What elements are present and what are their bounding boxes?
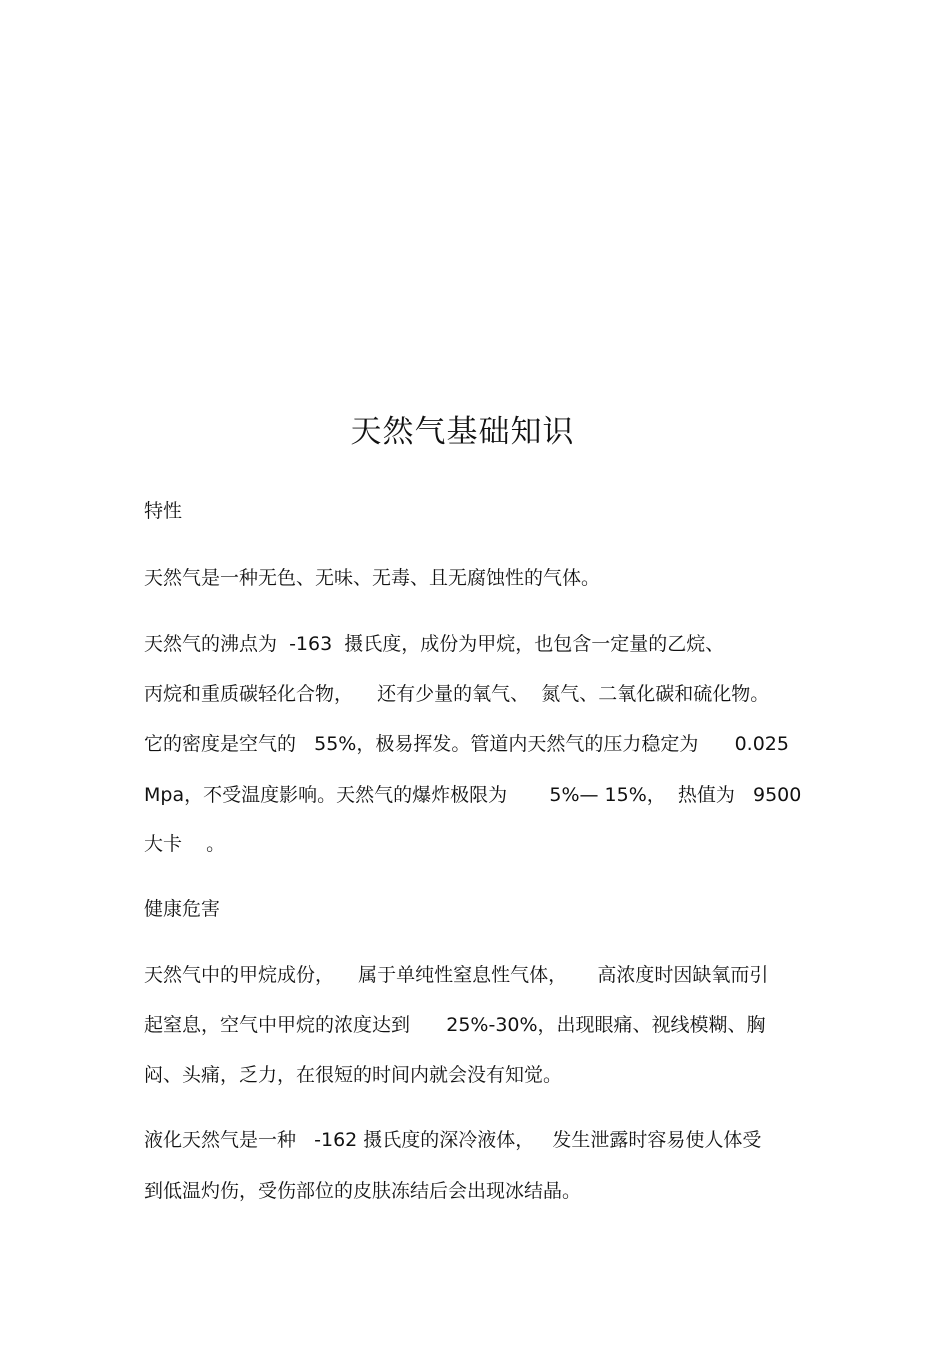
paragraph-line: 大卡 。 xyxy=(144,833,226,855)
paragraph-line: 起窒息，空气中甲烷的浓度达到 25%-30%，出现眼痛、视线模糊、胸 xyxy=(144,1014,766,1036)
paragraph-line: 丙烷和重质碳轻化合物， 还有少量的氧气、 氮气、二氧化碳和硫化物。 xyxy=(144,683,770,705)
paragraph-line: Mpa，不受温度影响。天然气的爆炸极限为 5%— 15%， 热值为 9500 xyxy=(144,784,802,806)
section-heading-properties: 特性 xyxy=(144,500,183,522)
document-title: 天然气基础知识 xyxy=(350,414,575,450)
paragraph-line: 天然气是一种无色、无味、无毒、且无腐蚀性的气体。 xyxy=(144,567,601,589)
paragraph-line: 天然气中的甲烷成份， 属于单纯性窒息性气体， 高浓度时因缺氧而引 xyxy=(144,964,769,986)
paragraph-line: 到低温灼伤，受伤部位的皮肤冻结后会出现冰结晶。 xyxy=(144,1180,582,1202)
paragraph-line: 它的密度是空气的 55%，极易挥发。管道内天然气的压力稳定为 0.025 xyxy=(144,733,789,755)
paragraph-line: 天然气的沸点为 -163 摄氏度，成份为甲烷，也包含一定量的乙烷、 xyxy=(144,633,725,655)
paragraph-line: 闷、头痛，乏力，在很短的时间内就会没有知觉。 xyxy=(144,1064,563,1086)
section-heading-health-hazards: 健康危害 xyxy=(144,898,221,920)
paragraph-line: 液化天然气是一种 -162 摄氏度的深冷液体， 发生泄露时容易使人体受 xyxy=(144,1129,762,1151)
